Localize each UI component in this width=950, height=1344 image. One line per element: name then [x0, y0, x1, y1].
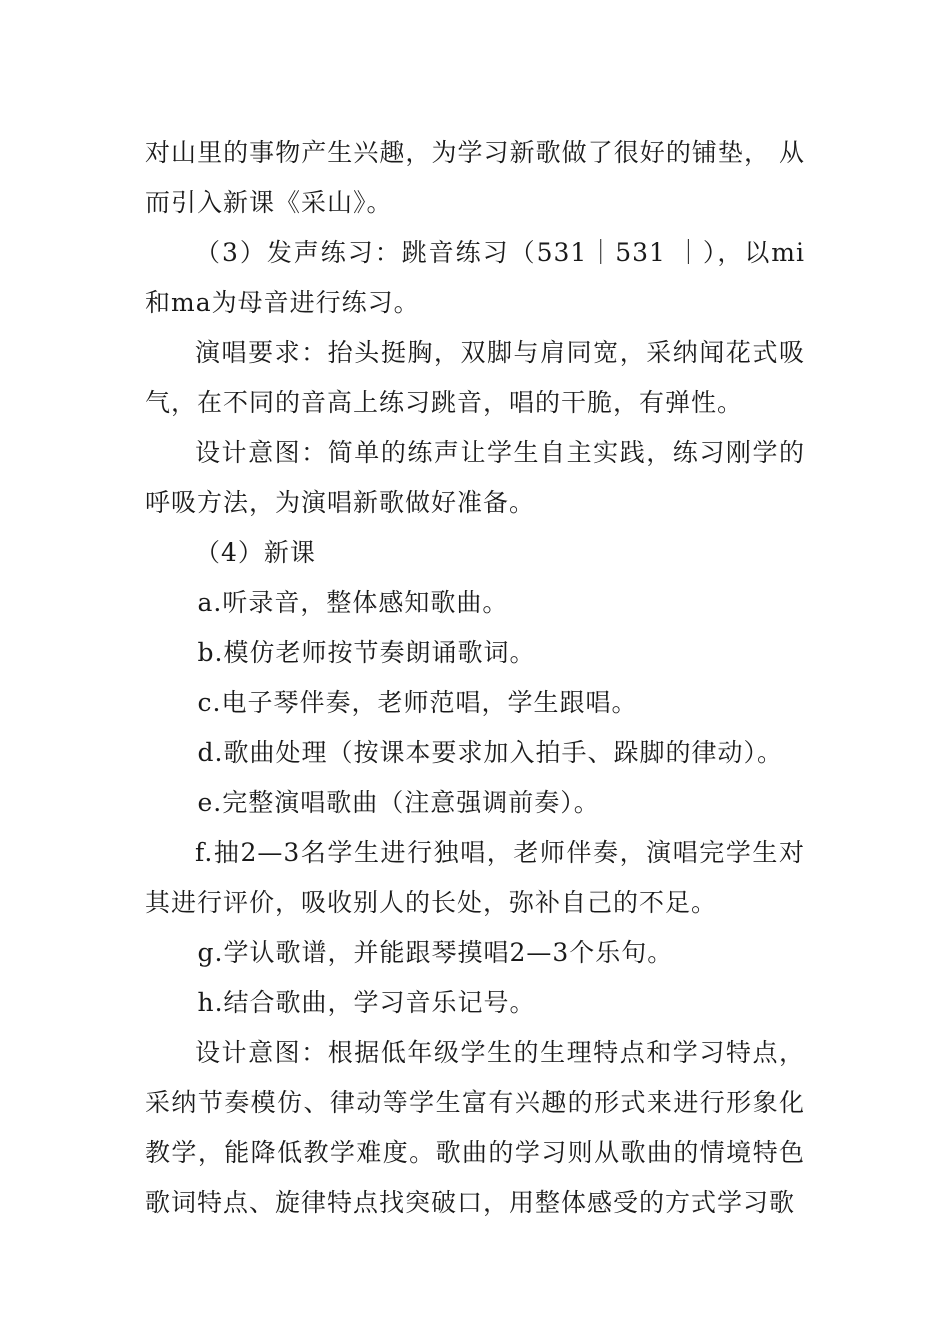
paragraph-new-lesson-heading: （4）新课 [195, 538, 316, 567]
step-b: b.模仿老师按节奏朗诵歌词。 [197, 638, 536, 667]
step-a: a.听录音，整体感知歌曲。 [197, 588, 509, 617]
paragraph-intro-continuation: 对山里的事物产生兴趣，为学习新歌做了很好的铺垫， 从而引入新课《采山》。 [145, 138, 805, 217]
document-body [145, 128, 805, 1228]
paragraph-vocal-practice: （3）发声练习：跳音练习（531｜531 ｜），以mi和ma为母音进行练习。 [145, 238, 805, 317]
step-f: f.抽2—3名学生进行独唱，老师伴奏，演唱完学生对其进行评价，吸收别人的长处，弥补自己的不足。 [145, 838, 805, 917]
step-e: e.完整演唱歌曲（注意强调前奏）。 [197, 788, 600, 817]
paragraph-design-intent-2: 设计意图：根据低年级学生的生理特点和学习特点，采纳节奏模仿、律动等学生富有兴趣的形式来进行形象化教学，能降低教学难度。歌曲的学习则从歌曲的情境特色歌词特点、旋律特点找突破口，用整体感受的方式学习歌 [145, 1038, 805, 1217]
paragraph-singing-requirements: 演唱要求：抬头挺胸，双脚与肩同宽，采纳闻花式吸气，在不同的音高上练习跳音，唱的干脆，有弹性。 [145, 338, 805, 417]
step-d: d.歌曲处理（按课本要求加入拍手、跺脚的律动）。 [197, 738, 783, 767]
paragraph-design-intent-1: 设计意图：简单的练声让学生自主实践，练习刚学的呼吸方法，为演唱新歌做好准备。 [145, 438, 805, 517]
step-g: g.学认歌谱，并能跟琴摸唱2—3个乐句。 [197, 938, 674, 967]
step-h: h.结合歌曲，学习音乐记号。 [197, 988, 536, 1017]
step-c: c.电子琴伴奏，老师范唱，学生跟唱。 [197, 688, 638, 717]
